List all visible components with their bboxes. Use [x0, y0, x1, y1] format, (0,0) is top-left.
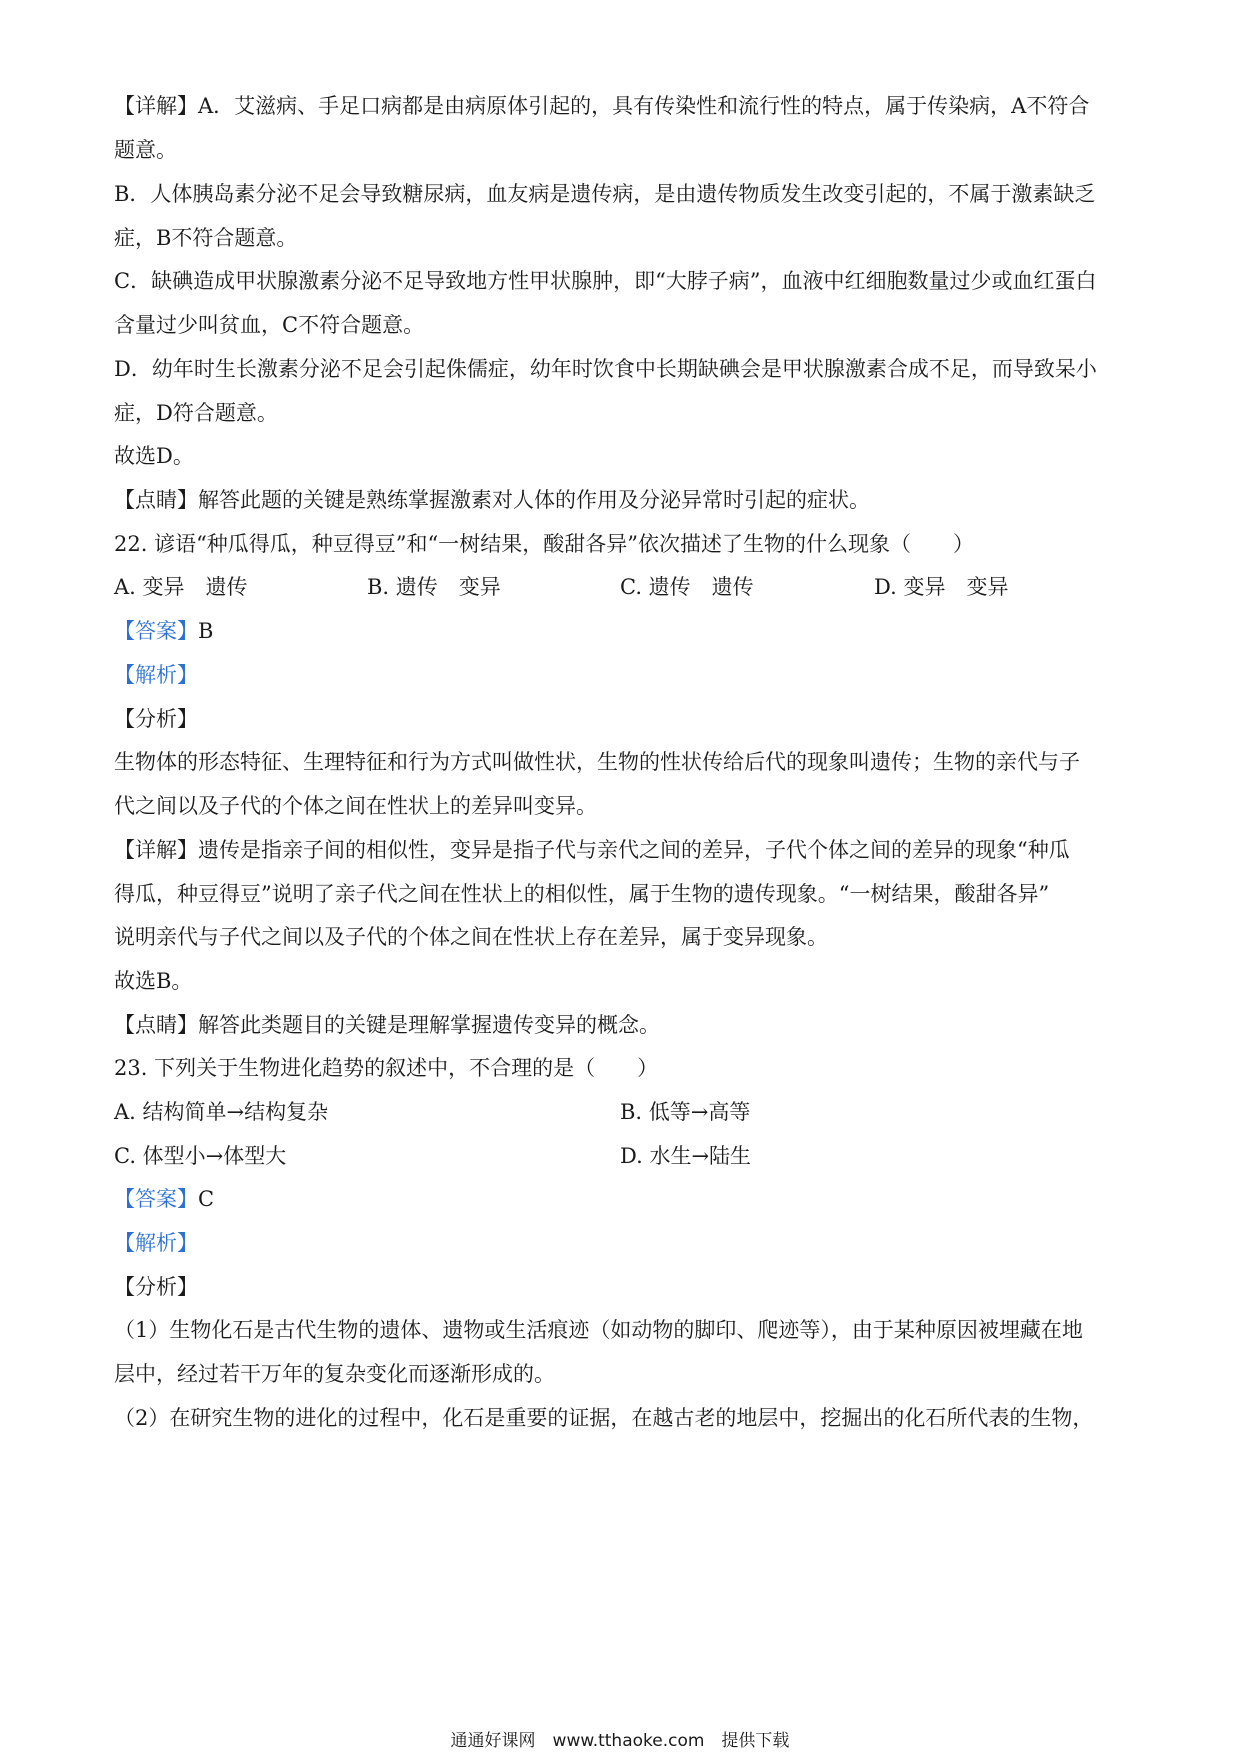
- q22-detail-1: 【详解】遗传是指亲子间的相似性，变异是指子代与亲代之间的差异，子代个体之间的差异的现象“种瓜: [114, 838, 1070, 862]
- q21-detail-a: 【详解】A．艾滋病、手足口病都是由病原体引起的，具有传染性和流行性的特点，属于传染病，A不符合: [114, 94, 1090, 118]
- q23-fenxi: 【分析】: [114, 1275, 198, 1299]
- q21-choose: 故选D。: [114, 444, 194, 468]
- q21-detail-b-cont: 症，B不符合题意。: [114, 226, 298, 250]
- q23-answer-label: 【答案】: [114, 1187, 198, 1211]
- q21-detail-d-cont: 症，D符合题意。: [114, 401, 278, 425]
- q22-option-d: D. 变异 变异: [874, 575, 1009, 599]
- q23-option-d: D. 水生→陆生: [620, 1144, 752, 1168]
- q22-option-c: C. 遗传 遗传: [620, 575, 754, 599]
- page-footer: 通通好课网 www.tthaoke.com 提供下载: [450, 1731, 790, 1751]
- q22-stem: 22. 谚语“种瓜得瓜，种豆得豆”和“一树结果，酸甜各异”依次描述了生物的什么现象（ ）: [114, 532, 975, 556]
- q21-comment: 【点睛】解答此题的关键是熟练掌握激素对人体的作用及分泌异常时引起的症状。: [114, 488, 870, 512]
- q22-answer-label: 【答案】: [114, 619, 198, 643]
- q21-detail-b: B．人体胰岛素分泌不足会导致糖尿病，血友病是遗传病，是由遗传物质发生改变引起的，不属于激素缺乏: [114, 182, 1096, 206]
- q22-option-b: B. 遗传 变异: [367, 575, 501, 599]
- q21-detail-c-cont: 含量过少叫贫血，C不符合题意。: [114, 313, 425, 337]
- q21-detail-d: D．幼年时生长激素分泌不足会引起侏儒症，幼年时饮食中长期缺碘会是甲状腺激素合成不足，而导致呆小: [114, 357, 1097, 381]
- q22-choose: 故选B。: [114, 969, 193, 993]
- q22-option-a: A. 变异 遗传: [114, 575, 248, 599]
- q22-answer-value: B: [198, 619, 214, 643]
- q23-analysis-2: 层中，经过若干万年的复杂变化而逐渐形成的。: [114, 1362, 555, 1386]
- q22-fenxi: 【分析】: [114, 707, 198, 731]
- q21-detail-c: C．缺碘造成甲状腺激素分泌不足导致地方性甲状腺肿，即“大脖子病”，血液中红细胞数量过少或血红蛋白: [114, 269, 1097, 293]
- q22-detail-2: 得瓜，种豆得豆”说明了亲子代之间在性状上的相似性，属于生物的遗传现象。“一树结果，酸甜各异”: [114, 882, 1050, 906]
- q22-comment: 【点睛】解答此类题目的关键是理解掌握遗传变异的概念。: [114, 1013, 660, 1037]
- q21-detail-a-cont: 题意。: [114, 138, 177, 162]
- q22-analysis-1: 生物体的形态特征、生理特征和行为方式叫做性状，生物的性状传给后代的现象叫遗传；生物的亲代与子: [114, 750, 1080, 774]
- q23-option-a: A. 结构简单→结构复杂: [114, 1100, 329, 1124]
- q23-option-b: B. 低等→高等: [620, 1100, 751, 1124]
- q22-analysis-2: 代之间以及子代的个体之间在性状上的差异叫变异。: [114, 794, 597, 818]
- q23-option-c: C. 体型小→体型大: [114, 1144, 287, 1168]
- q23-answer: [114, 1185, 1134, 1213]
- q23-analysis-1: （1）生物化石是古代生物的遗体、遗物或生活痕迹（如动物的脚印、爬迹等），由于某种原因被埋藏在地: [114, 1318, 1083, 1342]
- q23-jiexi: 【解析】: [114, 1231, 198, 1255]
- q22-answer: [114, 617, 1134, 645]
- q23-stem: 23. 下列关于生物进化趋势的叙述中，不合理的是（ ）: [114, 1056, 659, 1080]
- q23-answer-value: C: [198, 1187, 215, 1211]
- q22-jiexi: 【解析】: [114, 663, 198, 687]
- q22-detail-3: 说明亲代与子代之间以及子代的个体之间在性状上存在差异，属于变异现象。: [114, 925, 828, 949]
- q23-analysis-3: （2）在研究生物的进化的过程中，化石是重要的证据，在越古老的地层中，挖掘出的化石所代表的生物，: [114, 1406, 1094, 1430]
